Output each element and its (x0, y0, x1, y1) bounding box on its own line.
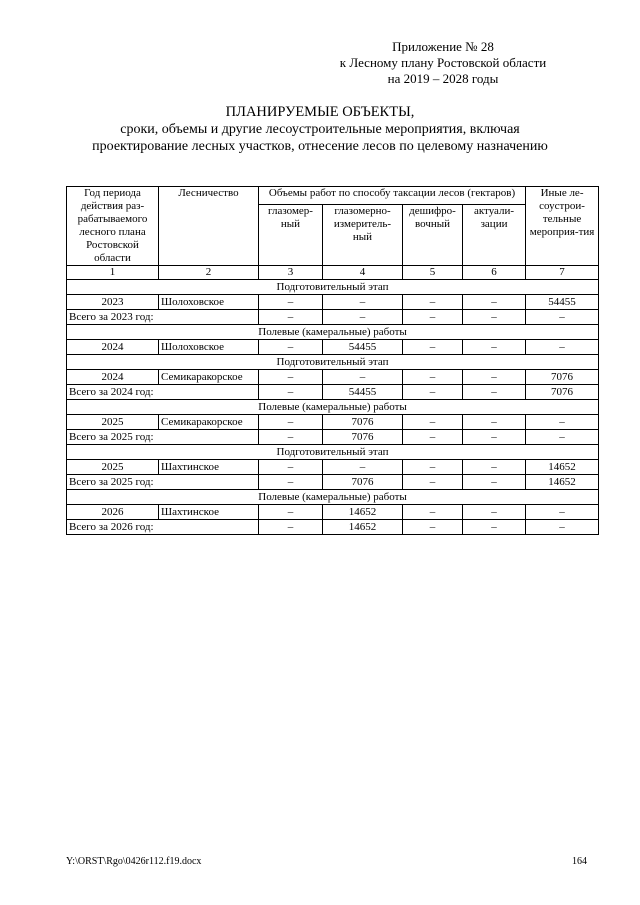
decoding-cell: – (403, 370, 463, 385)
year-cell: 2024 (67, 340, 159, 355)
visual-cell: – (259, 520, 323, 535)
forestry-cell: Шолоховское (159, 340, 259, 355)
column-number: 1 (67, 266, 159, 280)
other-measures-cell: – (526, 505, 599, 520)
appendix-caption (293, 39, 593, 87)
header-actualization: актуали-зации (463, 205, 526, 266)
decoding-cell: – (403, 340, 463, 355)
total-label: Всего за 2025 год: (67, 475, 259, 490)
other-measures-cell: 7076 (526, 370, 599, 385)
section-row (67, 355, 599, 370)
header-year: Год периода действия раз-рабатываемого лесного плана Ростовской области (67, 187, 159, 266)
actualization-cell: – (463, 370, 526, 385)
column-number: 4 (323, 266, 403, 280)
actualization-cell: – (463, 310, 526, 325)
visual-measuring-cell: – (323, 295, 403, 310)
table-row (67, 460, 599, 475)
planned-works-table (66, 186, 599, 535)
other-measures-cell: – (526, 430, 599, 445)
forestry-cell: Шахтинское (159, 460, 259, 475)
decoding-cell: – (403, 385, 463, 400)
actualization-cell: – (463, 415, 526, 430)
visual-measuring-cell: 7076 (323, 415, 403, 430)
other-measures-cell: 14652 (526, 460, 599, 475)
visual-measuring-cell: 7076 (323, 475, 403, 490)
section-label: Подготовительный этап (67, 355, 599, 370)
header-forestry: Лесничество (159, 187, 259, 266)
header-taxation-group: Объемы работ по способу таксации лесов (гектаров) (259, 187, 526, 205)
other-measures-cell: 14652 (526, 475, 599, 490)
visual-measuring-cell: 14652 (323, 505, 403, 520)
page-number: 164 (572, 856, 587, 867)
section-row (67, 490, 599, 505)
total-row (67, 310, 599, 325)
decoding-cell: – (403, 310, 463, 325)
visual-cell: – (259, 310, 323, 325)
table-row (67, 505, 599, 520)
total-label: Всего за 2023 год: (67, 310, 259, 325)
decoding-cell: – (403, 295, 463, 310)
total-label: Всего за 2025 год: (67, 430, 259, 445)
year-cell: 2025 (67, 415, 159, 430)
table-body (67, 280, 599, 535)
forestry-cell: Семикаракорское (159, 415, 259, 430)
document-title (60, 104, 580, 155)
decoding-cell: – (403, 475, 463, 490)
table-row (67, 340, 599, 355)
section-label: Подготовительный этап (67, 445, 599, 460)
actualization-cell: – (463, 430, 526, 445)
appendix-number: Приложение № 28 (392, 39, 494, 54)
total-row (67, 520, 599, 535)
column-number: 2 (159, 266, 259, 280)
forestry-cell: Семикаракорское (159, 370, 259, 385)
visual-cell: – (259, 415, 323, 430)
other-measures-cell: 54455 (526, 295, 599, 310)
actualization-cell: – (463, 295, 526, 310)
visual-measuring-cell: 7076 (323, 430, 403, 445)
file-path: Y:\ORST\Rgo\0426r112.f19.docx (66, 856, 202, 867)
appendix-period: на 2019 – 2028 годы (387, 71, 499, 86)
appendix-reference: к Лесному плану Ростовской области (339, 55, 547, 70)
visual-measuring-cell: 54455 (323, 340, 403, 355)
actualization-cell: – (463, 520, 526, 535)
visual-cell: – (259, 295, 323, 310)
forestry-cell: Шолоховское (159, 295, 259, 310)
forestry-cell: Шахтинское (159, 505, 259, 520)
year-cell: 2024 (67, 370, 159, 385)
total-label: Всего за 2024 год: (67, 385, 259, 400)
section-row (67, 445, 599, 460)
actualization-cell: – (463, 460, 526, 475)
visual-measuring-cell: – (323, 460, 403, 475)
section-row (67, 400, 599, 415)
actualization-cell: – (463, 505, 526, 520)
header-decoding: дешифро-вочный (403, 205, 463, 266)
decoding-cell: – (403, 520, 463, 535)
visual-cell: – (259, 340, 323, 355)
year-cell: 2025 (67, 460, 159, 475)
decoding-cell: – (403, 460, 463, 475)
section-label: Полевые (камеральные) работы (67, 325, 599, 340)
header-visual-measuring: глазомерно-измеритель-ный (323, 205, 403, 266)
section-row (67, 280, 599, 295)
actualization-cell: – (463, 385, 526, 400)
other-measures-cell: – (526, 340, 599, 355)
title-line-3: проектирование лесных участков, отнесение лесов по целевому назначению (92, 139, 548, 154)
title-line-2: сроки, объемы и другие лесоустроительные мероприятия, включая (120, 122, 520, 137)
section-row (67, 325, 599, 340)
column-number: 3 (259, 266, 323, 280)
section-label: Подготовительный этап (67, 280, 599, 295)
visual-measuring-cell: – (323, 370, 403, 385)
visual-measuring-cell: – (323, 310, 403, 325)
visual-cell: – (259, 460, 323, 475)
actualization-cell: – (463, 475, 526, 490)
header-visual: глазомер-ный (259, 205, 323, 266)
other-measures-cell: – (526, 415, 599, 430)
header-other-measures: Иные ле-соустрои-тельные мероприя-тия (526, 187, 599, 266)
section-label: Полевые (камеральные) работы (67, 400, 599, 415)
table-row (67, 295, 599, 310)
year-cell: 2026 (67, 505, 159, 520)
other-measures-cell: – (526, 520, 599, 535)
visual-measuring-cell: 54455 (323, 385, 403, 400)
visual-cell: – (259, 475, 323, 490)
actualization-cell: – (463, 340, 526, 355)
other-measures-cell: 7076 (526, 385, 599, 400)
visual-measuring-cell: 14652 (323, 520, 403, 535)
visual-cell: – (259, 370, 323, 385)
visual-cell: – (259, 505, 323, 520)
total-label: Всего за 2026 год: (67, 520, 259, 535)
decoding-cell: – (403, 505, 463, 520)
total-row (67, 475, 599, 490)
other-measures-cell: – (526, 310, 599, 325)
column-numbers-row (67, 266, 599, 280)
column-number: 5 (403, 266, 463, 280)
title-line-1: ПЛАНИРУЕМЫЕ ОБЪЕКТЫ, (225, 104, 415, 120)
table-row (67, 415, 599, 430)
visual-cell: – (259, 385, 323, 400)
column-number: 6 (463, 266, 526, 280)
year-cell: 2023 (67, 295, 159, 310)
column-number: 7 (526, 266, 599, 280)
total-row (67, 385, 599, 400)
decoding-cell: – (403, 430, 463, 445)
visual-cell: – (259, 430, 323, 445)
table-row (67, 370, 599, 385)
total-row (67, 430, 599, 445)
section-label: Полевые (камеральные) работы (67, 490, 599, 505)
decoding-cell: – (403, 415, 463, 430)
